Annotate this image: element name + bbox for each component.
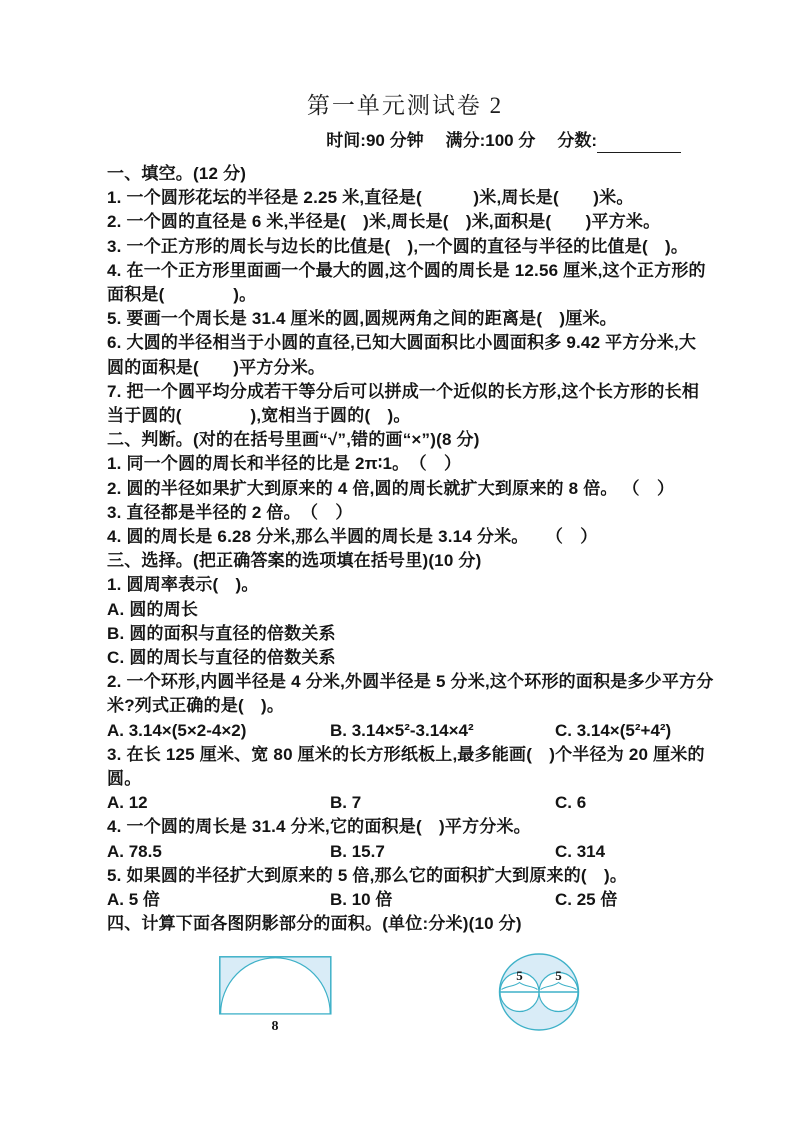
- fill-question-5: 5. 要画一个周长是 31.4 厘米的圆,圆规两角之间的距离是( )厘米。: [107, 309, 617, 329]
- figures-row: [107, 945, 703, 1040]
- choice-question-2-option-b: B. 3.14×5²-3.14×4²: [330, 720, 474, 740]
- choice-question-4-option-a: A. 78.5: [107, 841, 162, 861]
- fill-question-1: 1. 一个圆形花坛的半径是 2.25 米,直径是( )米,周长是( )米。: [107, 188, 634, 208]
- choice-question-4-options: [107, 840, 703, 864]
- figure-rectangle-with-semicircle: [219, 956, 332, 1034]
- choice-question-3-option-c: C. 6: [555, 793, 587, 813]
- judge-question-4: 4. 圆的周长是 6.28 分米,那么半圆的周长是 3.14 分米。 （ ）: [107, 527, 598, 547]
- fill-question-7-line-2: 当于圆的( ),宽相当于圆的( )。: [107, 406, 411, 426]
- fill-question-6-line-1: 6. 大圆的半径相当于小圆的直径,已知大圆面积比小圆面积多 9.42 平方分米,大: [107, 333, 697, 353]
- choice-question-4: 4. 一个圆的周长是 31.4 分米,它的面积是( )平方分米。: [107, 817, 531, 837]
- judge-question-3: 3. 直径都是半径的 2 倍。 （ ）: [107, 502, 353, 522]
- choice-question-3-line-1: 3. 在长 125 厘米、宽 80 厘米的长方形纸板上,最多能画( )个半径为 20 厘米的: [107, 744, 705, 764]
- fill-question-3: 3. 一个正方形的周长与边长的比值是( ),一个圆的直径与半径的比值是( )。: [107, 236, 689, 256]
- exam-meta-row: [107, 129, 703, 153]
- full-score-label: 满分:100 分: [445, 131, 536, 150]
- score-blank-line: [597, 132, 681, 153]
- choice-question-5-option-c: C. 25 倍: [555, 890, 618, 910]
- fill-question-4-line-2: 面积是( )。: [107, 285, 257, 305]
- choice-question-3-line-2: 圆。: [107, 769, 142, 789]
- section-3-heading: 三、选择。(把正确答案的选项填在括号里)(10 分): [107, 551, 482, 571]
- exam-content: [107, 0, 714, 1040]
- section-4-heading: 四、计算下面各图阴影部分的面积。(单位:分米)(10 分): [107, 914, 522, 934]
- choice-question-4-option-c: C. 314: [555, 841, 606, 861]
- left-circle-diameter-label: 5: [516, 967, 523, 983]
- section-2-heading: 二、判断。(对的在括号里画“√”,错的画“×”)(8 分): [107, 430, 480, 450]
- choice-question-3-option-a: A. 12: [107, 793, 148, 813]
- choice-question-5-option-b: B. 10 倍: [330, 890, 393, 910]
- choice-question-5-option-a: A. 5 倍: [107, 890, 160, 910]
- choice-question-1-option-b: B. 圆的面积与直径的倍数关系: [107, 623, 336, 643]
- choice-question-4-option-b: B. 15.7: [330, 841, 385, 861]
- right-circle-diameter-label: 5: [555, 967, 562, 983]
- figure-circle-with-two-inner-circles: [498, 952, 580, 1032]
- choice-question-2-line-1: 2. 一个环形,内圆半径是 4 分米,外圆半径是 5 分米,这个环形的面积是多少平方分: [107, 672, 714, 692]
- fill-question-6-line-2: 圆的面积是( )平方分米。: [107, 357, 326, 377]
- score-field: [557, 129, 681, 153]
- choice-question-1-option-a: A. 圆的周长: [107, 599, 199, 619]
- rectangle-width-label: 8: [271, 1018, 279, 1034]
- judge-question-2: 2. 圆的半径如果扩大到原来的 4 倍,圆的周长就扩大到原来的 8 倍。 （ ）: [107, 478, 675, 498]
- choice-question-3-options: [107, 791, 703, 815]
- fill-question-4-line-1: 4. 在一个正方形里面画一个最大的圆,这个圆的周长是 12.56 厘米,这个正方形的: [107, 260, 706, 280]
- choice-question-2-line-2: 米?列式正确的是( )。: [107, 696, 285, 716]
- score-label: 分数:: [557, 131, 597, 150]
- choice-question-1-option-c: C. 圆的周长与直径的倍数关系: [107, 648, 336, 668]
- fill-question-2: 2. 一个圆的直径是 6 米,半径是( )米,周长是( )米,面积是( )平方米。: [107, 212, 661, 232]
- choice-question-5: 5. 如果圆的半径扩大到原来的 5 倍,那么它的面积扩大到原来的( )。: [107, 865, 628, 885]
- exam-title: 第一单元测试卷 2: [306, 93, 504, 118]
- choice-question-2-options: [107, 719, 703, 743]
- choice-question-1: 1. 圆周率表示( )。: [107, 575, 259, 595]
- judge-question-1: 1. 同一个圆的周长和半径的比是 2π∶1。 （ ）: [107, 454, 462, 474]
- choice-question-2-option-a: A. 3.14×(5×2-4×2): [107, 720, 247, 740]
- fill-question-7-line-1: 7. 把一个圆平均分成若干等分后可以拼成一个近似的长方形,这个长方形的长相: [107, 381, 700, 401]
- choice-question-5-options: [107, 888, 703, 912]
- section-1-heading: 一、填空。(12 分): [107, 164, 247, 183]
- choice-question-2-option-c: C. 3.14×(5²+4²): [555, 720, 672, 740]
- choice-question-3-option-b: B. 7: [330, 793, 362, 813]
- time-label: 时间:90 分钟: [326, 131, 424, 150]
